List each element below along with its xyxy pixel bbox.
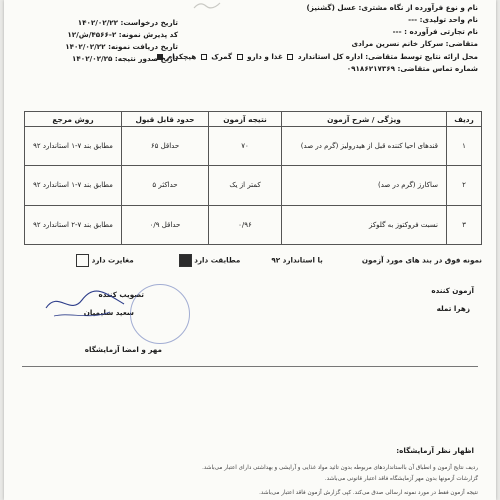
section-divider <box>22 366 478 367</box>
approver-label: تصویب کننده <box>98 290 144 299</box>
result-issue-date: تاریخ صدور نتیجه: ۱۴۰۲/۰۲/۲۵ <box>72 54 178 63</box>
conform-label: مطابقت دارد <box>194 255 241 265</box>
cell-method: مطابق بند ۷-۱ استاندارد ۹۲ <box>25 127 122 166</box>
col-limits: حدود قابل قبول <box>122 112 209 127</box>
producer-unit: نام واحد تولیدی: --- <box>408 15 478 24</box>
cell-description: ساکارز (گرم در صد) <box>282 166 447 205</box>
opinion-title: اظهار نظر آزمایشگاه: <box>396 446 474 455</box>
opinion-note: نتیجه آزمون فقط در مورد نمونه ارسالی صدق می‌کند. کپی گزارش آزمون فاقد اعتبار می‌باشد. <box>259 490 478 496</box>
opinion-note: ردیف نتایج آزمون و انطباق آن بااستانداردهای مربوطه بدون تائید مواد غذایی و آرایشی و بهداشتی دارای اعتبار می‌باشد. <box>202 465 478 471</box>
applicant-phone: شماره تماس متقاضی: ۰۹۱۸۶۲۱۷۳۶۹ <box>346 64 478 73</box>
sample-received-date: تاریخ دریافت نمونه: ۱۴۰۲/۰۲/۲۲ <box>65 42 178 51</box>
conformity-line <box>24 254 482 267</box>
table-row <box>25 127 482 166</box>
applicant: متقاضی: سرکار خانم نسرین مرادی <box>351 39 478 48</box>
col-result: نتیجه آزمون <box>209 112 282 127</box>
conformity-statement: نمونه فوق در بند های مورد آزمون <box>361 255 482 265</box>
cell-method: مطابق بند ۷-۱ استاندارد ۹۲ <box>25 166 122 205</box>
cell-limit: حداکثر ۵ <box>122 166 209 205</box>
nonconform-checkbox[interactable] <box>76 254 89 267</box>
col-row: ردیف <box>447 112 482 127</box>
watermark <box>192 0 222 10</box>
sample-code: کد پذیرش نمونه: ۲-۴۵۶۶/ش/۱۲ <box>67 30 178 39</box>
cell-row: ۱ <box>447 127 482 166</box>
report-paper <box>4 0 496 500</box>
cell-result: ۷۰ <box>209 127 282 166</box>
checkbox-standard-office[interactable] <box>287 54 293 60</box>
option-none: هیچکدام <box>167 52 197 61</box>
cell-row: ۳ <box>447 205 482 244</box>
option-food-drug: غذا و دارو <box>247 52 283 61</box>
tester-name: زهرا تمله <box>436 304 470 313</box>
cell-description: قندهای احیا کننده قبل از هیدرولیز (گرم در صد) <box>282 127 447 166</box>
cell-description: نسبت فروکتوز به گلوکز <box>282 205 447 244</box>
approver-signature <box>40 286 130 326</box>
lab-stamp <box>130 284 190 344</box>
opinion-note: گزارشات آزمونها بدون مهر آزمایشگاه فاقد اعتبار قانونی می‌باشد. <box>324 476 478 482</box>
nonconform-label: مغایرت دارد <box>91 255 134 265</box>
results-destination-label: محل ارائه نتایج توسط متقاضی: اداره کل استاندارد <box>297 52 478 61</box>
col-description: ویژگی / شرح آزمون <box>282 112 447 127</box>
table-header-row <box>25 112 482 127</box>
lab-seal-label: مهر و امضا آزمایشگاه <box>84 345 162 354</box>
conformity-standard: با استاندارد ۹۲ <box>271 255 323 265</box>
checkbox-customs[interactable] <box>201 54 207 60</box>
checkbox-food-drug[interactable] <box>237 54 243 60</box>
product-name: نام و نوع فرآورده از نگاه مشتری: عسل (گشنیز) <box>306 3 478 12</box>
cell-result: کمتر از یک <box>209 166 282 205</box>
approver-name: سعید سلیمیان <box>83 308 134 317</box>
cell-row: ۲ <box>447 166 482 205</box>
tester-label: آزمون کننده <box>431 286 474 295</box>
cell-limit: حداقل ۰/۹ <box>122 205 209 244</box>
col-method: روش مرجع <box>25 112 122 127</box>
table-row <box>25 205 482 244</box>
trade-name: نام تجارتی فرآورده : --- <box>392 27 478 36</box>
results-destination <box>155 52 479 61</box>
cell-result: ۰/۹۶ <box>209 205 282 244</box>
cell-method: مطابق بند ۷-۲ استاندارد ۹۲ <box>25 205 122 244</box>
table-row <box>25 166 482 205</box>
request-date: تاریخ درخواست: ۱۴۰۲/۰۲/۲۲ <box>77 18 178 27</box>
conform-checkbox[interactable] <box>179 254 192 267</box>
results-table <box>24 111 482 245</box>
option-customs: گمرک <box>211 52 233 61</box>
cell-limit: حداقل ۶۵ <box>122 127 209 166</box>
